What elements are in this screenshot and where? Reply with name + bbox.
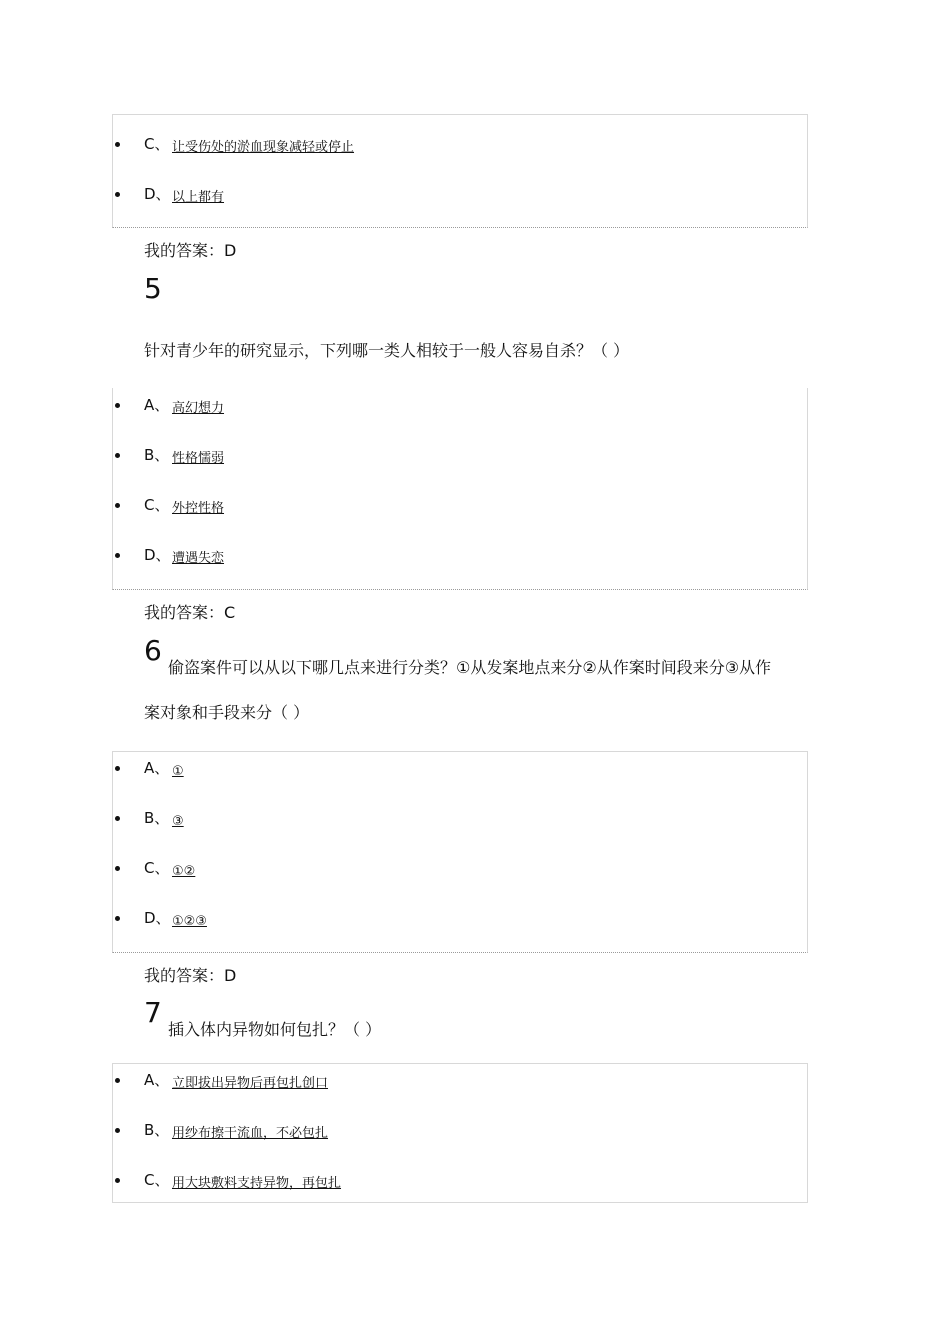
my-answer-q4: 我的答案：D [144, 241, 237, 260]
option-text[interactable]: 性格懦弱 [172, 451, 225, 466]
bullet-icon [115, 192, 120, 197]
option-text[interactable]: 高幻想力 [172, 401, 225, 416]
option-text[interactable]: 外控性格 [172, 501, 225, 516]
option-text[interactable]: 以上都有 [172, 190, 225, 205]
option-b[interactable] [113, 1120, 803, 1144]
bullet-icon [115, 503, 120, 508]
option-letter: C、 [144, 135, 170, 153]
option-letter: D、 [144, 546, 171, 564]
option-text[interactable]: ①②③ [172, 914, 207, 929]
bullet-icon [115, 1078, 120, 1083]
option-b[interactable] [113, 445, 803, 469]
bullet-icon [115, 453, 120, 458]
option-text[interactable]: ①② [172, 864, 196, 879]
question-text-7: 插入体内异物如何包扎？（ ） [168, 1020, 382, 1039]
option-letter: D、 [144, 909, 171, 927]
option-letter: A、 [144, 759, 170, 777]
option-letter: A、 [144, 396, 170, 414]
option-a[interactable] [113, 1070, 803, 1094]
option-text[interactable]: 用大块敷料支持异物，再包扎 [172, 1176, 342, 1191]
bullet-icon [115, 816, 120, 821]
question-number-6: 6 [144, 634, 162, 667]
option-text[interactable]: ① [172, 764, 184, 779]
bullet-icon [115, 1178, 120, 1183]
option-d[interactable] [113, 184, 803, 208]
bullet-icon [115, 766, 120, 771]
option-text[interactable]: 用纱布擦干流血，不必包扎 [172, 1126, 329, 1141]
bullet-icon [115, 403, 120, 408]
option-c[interactable] [113, 134, 803, 158]
question-text-5: 针对青少年的研究显示，下列哪一类人相较于一般人容易自杀？（ ） [144, 341, 630, 360]
option-letter: D、 [144, 185, 171, 203]
option-letter: C、 [144, 859, 170, 877]
option-text[interactable]: 遭遇失恋 [172, 551, 225, 566]
option-letter: B、 [144, 446, 170, 464]
question-number-5: 5 [144, 272, 162, 305]
option-letter: C、 [144, 1171, 170, 1189]
bullet-icon [115, 916, 120, 921]
options-box-q5 [112, 388, 808, 590]
bullet-icon [115, 553, 120, 558]
option-c[interactable] [113, 1170, 803, 1194]
option-letter: B、 [144, 809, 170, 827]
option-a[interactable] [113, 395, 803, 419]
question-text-6-line2: 案对象和手段来分（ ） [144, 703, 310, 722]
options-box-q7 [112, 1063, 808, 1203]
option-letter: C、 [144, 496, 170, 514]
options-box-q4 [112, 114, 808, 228]
bullet-icon [115, 1128, 120, 1133]
option-text[interactable]: ③ [172, 814, 184, 829]
option-text[interactable]: 立即拔出异物后再包扎创口 [172, 1076, 329, 1091]
option-d[interactable] [113, 545, 803, 569]
option-b[interactable] [113, 808, 803, 832]
option-c[interactable] [113, 858, 803, 882]
option-a[interactable] [113, 758, 803, 782]
my-answer-q5: 我的答案：C [144, 603, 236, 622]
options-box-q6 [112, 751, 808, 953]
question-text-6-line1: 偷盗案件可以从以下哪几点来进行分类？①从发案地点来分②从作案时间段来分③从作 [168, 658, 772, 677]
option-d[interactable] [113, 908, 803, 932]
option-letter: A、 [144, 1071, 170, 1089]
option-c[interactable] [113, 495, 803, 519]
option-text[interactable]: 让受伤处的淤血现象减轻或停止 [172, 140, 355, 155]
option-letter: B、 [144, 1121, 170, 1139]
bullet-icon [115, 142, 120, 147]
bullet-icon [115, 866, 120, 871]
question-number-7: 7 [144, 996, 162, 1029]
my-answer-q6: 我的答案：D [144, 966, 237, 985]
